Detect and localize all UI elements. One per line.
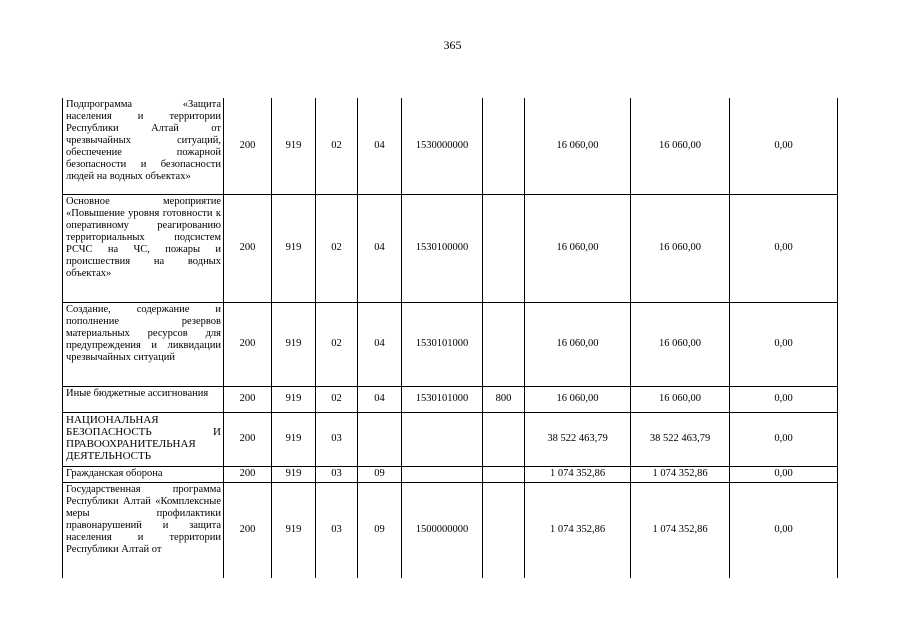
section-cell: 03 — [316, 412, 358, 466]
table-row — [63, 98, 838, 194]
budget-table — [62, 98, 838, 578]
fact-cell: 16 060,00 — [631, 386, 730, 412]
adm-cell: 200 — [224, 466, 272, 482]
section-cell: 03 — [316, 482, 358, 578]
target-cell: 1530100000 — [402, 194, 483, 302]
percent-cell: 0,00 — [730, 412, 838, 466]
fact-cell: 16 060,00 — [631, 194, 730, 302]
section-cell: 02 — [316, 98, 358, 194]
section-cell: 02 — [316, 386, 358, 412]
percent-cell: 0,00 — [730, 466, 838, 482]
adm-cell: 200 — [224, 98, 272, 194]
type-cell — [483, 194, 525, 302]
page-number: 365 — [443, 38, 462, 52]
code-cell: 919 — [272, 302, 316, 386]
target-cell — [402, 412, 483, 466]
subsection-cell: 04 — [358, 302, 402, 386]
percent-cell: 0,00 — [730, 302, 838, 386]
type-cell — [483, 302, 525, 386]
subsection-cell — [358, 412, 402, 466]
adm-cell: 200 — [224, 482, 272, 578]
target-cell — [402, 466, 483, 482]
table-row — [63, 482, 838, 578]
plan-cell: 1 074 352,86 — [525, 482, 631, 578]
row-name-cell: Основное мероприятие «Повышение уровня готовности к оперативному реагированию территориальных подсистем РСЧС на ЧС, пожары и происшествия на водных объектах» — [63, 194, 224, 302]
percent-cell: 0,00 — [730, 98, 838, 194]
code-cell: 919 — [272, 386, 316, 412]
table-row — [63, 194, 838, 302]
section-cell: 02 — [316, 194, 358, 302]
plan-cell: 38 522 463,79 — [525, 412, 631, 466]
type-cell — [483, 466, 525, 482]
subsection-cell: 04 — [358, 98, 402, 194]
table-row — [63, 412, 838, 466]
fact-cell: 16 060,00 — [631, 302, 730, 386]
row-name-cell: НАЦИОНАЛЬНАЯ БЕЗОПАСНОСТЬ И ПРАВООХРАНИТЕЛЬНАЯ ДЕЯТЕЛЬНОСТЬ — [63, 412, 224, 466]
fact-cell: 38 522 463,79 — [631, 412, 730, 466]
target-cell: 1530000000 — [402, 98, 483, 194]
percent-cell: 0,00 — [730, 482, 838, 578]
code-cell: 919 — [272, 412, 316, 466]
section-cell: 02 — [316, 302, 358, 386]
table-row — [63, 302, 838, 386]
plan-cell: 16 060,00 — [525, 302, 631, 386]
percent-cell: 0,00 — [730, 194, 838, 302]
fact-cell: 1 074 352,86 — [631, 466, 730, 482]
code-cell: 919 — [272, 482, 316, 578]
table-row — [63, 466, 838, 482]
row-name-cell: Иные бюджетные ассигнования — [63, 386, 224, 412]
plan-cell: 16 060,00 — [525, 194, 631, 302]
target-cell: 1530101000 — [402, 302, 483, 386]
adm-cell: 200 — [224, 302, 272, 386]
plan-cell: 1 074 352,86 — [525, 466, 631, 482]
plan-cell: 16 060,00 — [525, 386, 631, 412]
row-name-cell: Гражданская оборона — [63, 466, 224, 482]
section-cell: 03 — [316, 466, 358, 482]
type-cell: 800 — [483, 386, 525, 412]
table-row — [63, 386, 838, 412]
row-name-cell: Государственная программа Республики Алтай «Комплексные меры профилактики правонарушений и защита населения и территории Республики Алтай от — [63, 482, 224, 578]
type-cell — [483, 412, 525, 466]
code-cell: 919 — [272, 466, 316, 482]
adm-cell: 200 — [224, 412, 272, 466]
subsection-cell: 09 — [358, 466, 402, 482]
row-name-cell: Создание, содержание и пополнение резервов материальных ресурсов для предупреждения и ликвидации чрезвычайных ситуаций — [63, 302, 224, 386]
fact-cell: 16 060,00 — [631, 98, 730, 194]
plan-cell: 16 060,00 — [525, 98, 631, 194]
adm-cell: 200 — [224, 386, 272, 412]
type-cell — [483, 482, 525, 578]
adm-cell: 200 — [224, 194, 272, 302]
fact-cell: 1 074 352,86 — [631, 482, 730, 578]
subsection-cell: 04 — [358, 386, 402, 412]
row-name-cell: Подпрограмма «Защита населения и территории Республики Алтай от чрезвычайных ситуаций, обеспечение пожарной безопасности и безопасности людей на водных объектах» — [63, 98, 224, 194]
target-cell: 1530101000 — [402, 386, 483, 412]
percent-cell: 0,00 — [730, 386, 838, 412]
subsection-cell: 04 — [358, 194, 402, 302]
code-cell: 919 — [272, 98, 316, 194]
type-cell — [483, 98, 525, 194]
code-cell: 919 — [272, 194, 316, 302]
target-cell: 1500000000 — [402, 482, 483, 578]
subsection-cell: 09 — [358, 482, 402, 578]
